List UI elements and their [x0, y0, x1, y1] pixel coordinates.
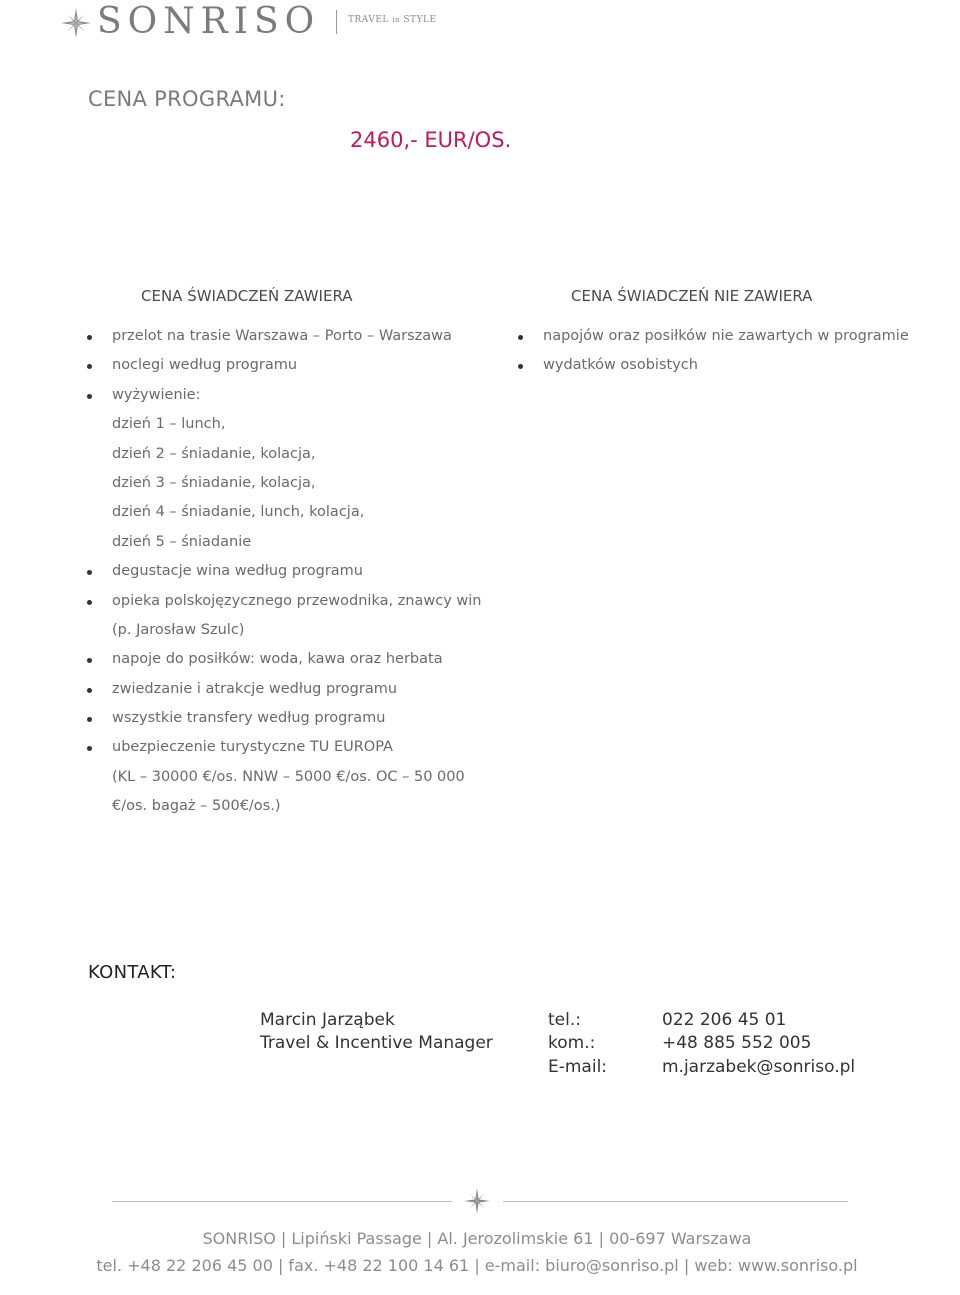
footer-address: SONRISO | Lipiński Passage | Al. Jerozolimskie 61 | 00-697 Warszawa: [202, 1229, 752, 1248]
list-item: wydatków osobistych: [543, 351, 909, 380]
list-item: opieka polskojęzycznego przewodnika, znawcy win: [112, 587, 481, 616]
list-item: €/os. bagaż – 500€/os.): [112, 798, 281, 815]
list-item: przelot na trasie Warszawa – Porto – Warszawa: [112, 322, 481, 351]
list-item: (KL – 30000 €/os. NNW – 5000 €/os. OC – 50 000: [112, 768, 465, 785]
list-item: wszystkie transfery według programu: [112, 704, 481, 733]
footer-contacts: tel. +48 22 206 45 00 | fax. +48 22 100 14 61 | e-mail: biuro@sonriso.pl | web: www.sonriso.pl: [96, 1256, 858, 1275]
compass-star-logo-icon: [60, 7, 92, 39]
tel-value: 022 206 45 01: [662, 1010, 787, 1030]
list-item: noclegi według programu: [112, 351, 481, 380]
logo-divider: [336, 10, 337, 34]
includes-heading: CENA ŚWIADCZEŃ ZAWIERA: [141, 287, 353, 305]
list-item: (p. Jarosław Szulc): [112, 621, 245, 638]
list-item: ubezpieczenie turystyczne TU EUROPA: [112, 733, 481, 762]
excludes-heading: CENA ŚWIADCZEŃ NIE ZAWIERA: [571, 287, 813, 305]
list-item: zwiedzanie i atrakcje według programu: [112, 675, 481, 704]
email-label: E-mail:: [548, 1057, 608, 1077]
list-item: wyżywienie:: [112, 381, 481, 410]
list-item: napojów oraz posiłków nie zawartych w programie: [543, 322, 909, 351]
email-value: m.jarzabek@sonriso.pl: [662, 1057, 856, 1077]
list-item: dzień 2 – śniadanie, kolacja,: [112, 445, 316, 462]
mobile-label: kom.:: [548, 1033, 596, 1053]
compass-star-icon: [463, 1187, 491, 1215]
list-item: dzień 3 – śniadanie, kolacja,: [112, 474, 316, 491]
price-value: 2460,- EUR/OS.: [350, 128, 512, 152]
brand-logo-text: SONRISO: [97, 1, 321, 42]
contact-heading: KONTAKT:: [88, 962, 177, 983]
tel-label: tel.:: [548, 1010, 581, 1030]
excludes-list: [543, 322, 909, 381]
price-label: CENA PROGRAMU:: [88, 87, 286, 111]
list-item: dzień 4 – śniadanie, lunch, kolacja,: [112, 504, 365, 521]
list-item: dzień 5 – śniadanie: [112, 533, 252, 550]
list-item: degustacje wina według programu: [112, 557, 481, 586]
contact-name: Marcin Jarząbek: [260, 1010, 395, 1030]
includes-list: [112, 322, 481, 822]
list-item: napoje do posiłków: woda, kawa oraz herbata: [112, 645, 481, 674]
mobile-value: +48 885 552 005: [662, 1033, 812, 1053]
list-item: dzień 1 – lunch,: [112, 416, 226, 433]
brand-tagline: TRAVEL in STYLE: [348, 15, 437, 25]
contact-role: Travel & Incentive Manager: [260, 1033, 493, 1053]
footer-divider-left: [112, 1201, 452, 1202]
footer-divider-right: [503, 1201, 848, 1202]
